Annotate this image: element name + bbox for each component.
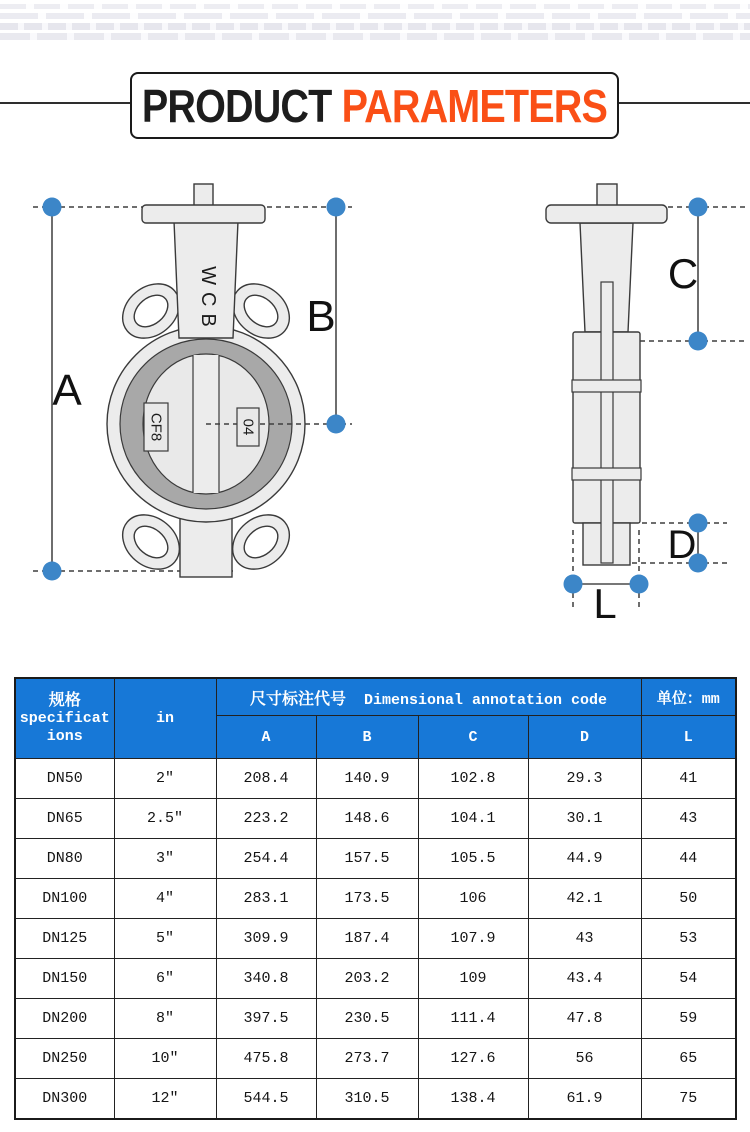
dim-c-cell: 102.8	[418, 759, 528, 799]
dim-l-cell: 75	[641, 1079, 736, 1120]
header-unit: 单位：mm	[641, 678, 736, 716]
dim-c-cell: 111.4	[418, 999, 528, 1039]
dim-d-cell: 43.4	[528, 959, 641, 999]
dim-a-cell: 283.1	[216, 879, 316, 919]
dim-b-cell: 203.2	[316, 959, 418, 999]
header-dimension-group	[216, 678, 641, 716]
table-row	[15, 1039, 736, 1079]
dim-label-l: L	[593, 580, 617, 627]
dim-l-cell: 59	[641, 999, 736, 1039]
dim-b-cell: 230.5	[316, 999, 418, 1039]
front-view	[33, 184, 352, 581]
dim-a-cell: 340.8	[216, 959, 316, 999]
table-row	[15, 759, 736, 799]
dim-l-cell: 44	[641, 839, 736, 879]
table-row	[15, 959, 736, 999]
dim-d-cell: 30.1	[528, 799, 641, 839]
dim-dot	[689, 198, 708, 217]
dim-l-cell: 50	[641, 879, 736, 919]
dim-a-cell: 208.4	[216, 759, 316, 799]
spec-table-body	[15, 759, 736, 1120]
inch-cell: 10″	[114, 1039, 216, 1079]
dim-label-a: A	[52, 366, 82, 415]
disc-size-label: 04	[239, 418, 257, 436]
header-spec-cn: 规格	[48, 691, 81, 710]
inch-cell: 2″	[114, 759, 216, 799]
dim-c-cell: 127.6	[418, 1039, 528, 1079]
header-specifications	[15, 678, 114, 759]
inch-cell: 2.5″	[114, 799, 216, 839]
header-dim-l: L	[641, 716, 736, 759]
dim-c-cell: 107.9	[418, 919, 528, 959]
header-dim-b: B	[316, 716, 418, 759]
disc-material-label: CF8	[147, 412, 165, 442]
spec-cell: DN300	[15, 1079, 114, 1120]
dim-a-cell: 254.4	[216, 839, 316, 879]
dim-b-cell: 273.7	[316, 1039, 418, 1079]
dim-b-cell: 148.6	[316, 799, 418, 839]
title-word-parameters: PARAMETERS	[341, 79, 608, 132]
dim-d-cell: 43	[528, 919, 641, 959]
dim-a-cell: 309.9	[216, 919, 316, 959]
dim-d-cell: 61.9	[528, 1079, 641, 1120]
dim-a-cell: 544.5	[216, 1079, 316, 1120]
dim-b-cell: 173.5	[316, 879, 418, 919]
dim-dot	[43, 198, 62, 217]
section-title-box	[130, 72, 619, 139]
table-row	[15, 879, 736, 919]
header-group-cn: 尺寸标注代号	[249, 690, 346, 709]
spec-cell: DN125	[15, 919, 114, 959]
dim-dot	[327, 198, 346, 217]
dim-dot	[630, 575, 649, 594]
dim-c-cell: 109	[418, 959, 528, 999]
dim-label-d: D	[667, 523, 697, 567]
dim-c-cell: 138.4	[418, 1079, 528, 1120]
spec-cell: DN100	[15, 879, 114, 919]
inch-cell: 12″	[114, 1079, 216, 1120]
dim-c-cell: 106	[418, 879, 528, 919]
title-word-product: PRODUCT	[141, 79, 332, 132]
dim-b-cell: 157.5	[316, 839, 418, 879]
dim-c-cell: 104.1	[418, 799, 528, 839]
header-group-en: Dimensional annotation code	[363, 691, 608, 709]
dim-a-cell: 475.8	[216, 1039, 316, 1079]
dim-b-cell: 310.5	[316, 1079, 418, 1120]
dim-dot	[43, 562, 62, 581]
spec-table-head	[15, 678, 736, 759]
dim-l-cell: 41	[641, 759, 736, 799]
table-row	[15, 799, 736, 839]
spec-cell: DN65	[15, 799, 114, 839]
table-row	[15, 839, 736, 879]
dim-c-cell: 105.5	[418, 839, 528, 879]
table-row	[15, 1079, 736, 1120]
inch-cell: 6″	[114, 959, 216, 999]
dim-l-cell: 65	[641, 1039, 736, 1079]
dim-b-cell: 140.9	[316, 759, 418, 799]
header-dim-c: C	[418, 716, 528, 759]
inch-cell: 3″	[114, 839, 216, 879]
spec-cell: DN80	[15, 839, 114, 879]
dim-d-cell: 44.9	[528, 839, 641, 879]
header-spec-en: specifications	[19, 709, 110, 745]
spec-cell: DN150	[15, 959, 114, 999]
side-view	[546, 184, 745, 627]
header-inch: in	[114, 678, 216, 759]
spec-table	[14, 677, 737, 1120]
header-dim-d: D	[528, 716, 641, 759]
stem-material-label: WCB	[197, 266, 219, 334]
dim-label-c: C	[667, 250, 699, 297]
dim-d-cell: 56	[528, 1039, 641, 1079]
dim-l-cell: 53	[641, 919, 736, 959]
dim-l-cell: 43	[641, 799, 736, 839]
dim-d-cell: 42.1	[528, 879, 641, 919]
dim-label-b: B	[306, 292, 336, 341]
inch-cell: 5″	[114, 919, 216, 959]
inch-cell: 8″	[114, 999, 216, 1039]
section-title	[142, 79, 607, 133]
dim-a-cell: 223.2	[216, 799, 316, 839]
dim-dot	[564, 575, 583, 594]
spec-cell: DN50	[15, 759, 114, 799]
header-dim-a: A	[216, 716, 316, 759]
dim-d-cell: 29.3	[528, 759, 641, 799]
dim-a-cell: 397.5	[216, 999, 316, 1039]
inch-cell: 4″	[114, 879, 216, 919]
dim-l-cell: 54	[641, 959, 736, 999]
dim-b-cell: 187.4	[316, 919, 418, 959]
spec-cell: DN200	[15, 999, 114, 1039]
dim-dot	[327, 415, 346, 434]
table-row	[15, 919, 736, 959]
dim-dot	[689, 332, 708, 351]
table-row	[15, 999, 736, 1039]
spec-cell: DN250	[15, 1039, 114, 1079]
dim-d-cell: 47.8	[528, 999, 641, 1039]
